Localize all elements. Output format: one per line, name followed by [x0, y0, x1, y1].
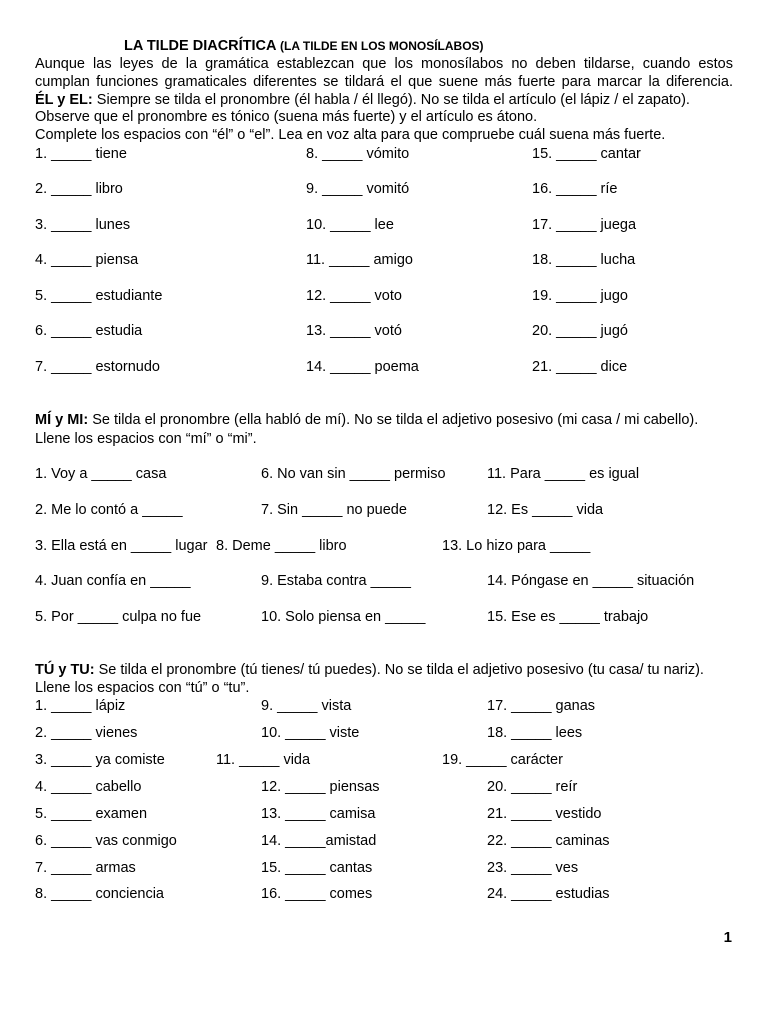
mi-item: 7. Sin _____ no puede [261, 502, 407, 518]
title-main: LA TILDE DIACRÍTICA [124, 38, 276, 54]
mi-item: 1. Voy a _____ casa [35, 466, 167, 482]
tu-item: 7. _____ armas [35, 860, 136, 876]
el-item: 15. _____ cantar [532, 146, 641, 162]
el-item: 6. _____ estudia [35, 323, 143, 339]
mi-item: 13. Lo hizo para _____ [442, 538, 591, 554]
el-item: 12. _____ voto [306, 288, 402, 304]
tu-item: 13. _____ camisa [261, 806, 376, 822]
mi-item: 10. Solo piensa en _____ [261, 609, 426, 625]
tu-item: 11. _____ vida [216, 752, 311, 768]
el-item: 10. _____ lee [306, 217, 394, 233]
tu-item: 22. _____ caminas [487, 833, 610, 849]
el-item: 7. _____ estornudo [35, 359, 160, 375]
mi-item: 11. Para _____ es igual [487, 466, 640, 482]
tu-item: 20. _____ reír [487, 779, 578, 795]
section1-rule [35, 91, 733, 109]
el-item: 21. _____ dice [532, 359, 628, 375]
tu-item: 19. _____ carácter [442, 752, 563, 768]
tu-item: 18. _____ lees [487, 725, 583, 741]
tu-item: 3. _____ ya comiste [35, 752, 165, 768]
el-item: 8. _____ vómito [306, 146, 410, 162]
page-title [124, 38, 484, 54]
mi-item: 4. Juan confía en _____ [35, 573, 191, 589]
mi-item: 2. Me lo contó a _____ [35, 502, 183, 518]
section1-line3: Complete los espacios con “él” o “el”. Lea en voz alta para que compruebe cuál suena más fuerte. [35, 127, 666, 143]
intro-line-1: Aunque las leyes de la gramática establezcan que los monosílabos no deben tildarse, cuando estos [35, 56, 733, 72]
tu-item: 2. _____ vienes [35, 725, 138, 741]
title-subtitle: (LA TILDE EN LOS MONOSÍLABOS) [280, 39, 484, 53]
tu-item: 17. _____ ganas [487, 698, 596, 714]
tu-item: 10. _____ viste [261, 725, 360, 741]
tu-item: 21. _____ vestido [487, 806, 602, 822]
el-item: 17. _____ juega [532, 217, 637, 233]
el-item: 4. _____ piensa [35, 252, 139, 268]
section3-rule [35, 661, 733, 679]
section1-line2: Observe que el pronombre es tónico (suena más fuerte) y el artículo es átono. [35, 109, 538, 125]
el-item: 16. _____ ríe [532, 181, 618, 197]
tu-item: 8. _____ conciencia [35, 886, 164, 902]
mi-item: 5. Por _____ culpa no fue [35, 609, 202, 625]
section2-label: MÍ y MI: [35, 412, 89, 428]
el-item: 5. _____ estudiante [35, 288, 163, 304]
el-item: 1. _____ tiene [35, 146, 127, 162]
tu-item: 5. _____ examen [35, 806, 148, 822]
tu-item: 23. _____ ves [487, 860, 579, 876]
section2-rule [35, 411, 733, 429]
el-item: 19. _____ jugo [532, 288, 628, 304]
mi-item: 14. Póngase en _____ situación [487, 573, 695, 589]
tu-item: 9. _____ vista [261, 698, 352, 714]
section1-label: ÉL y EL: [35, 92, 93, 108]
mi-item: 3. Ella está en _____ lugar [35, 538, 208, 554]
tu-item: 12. _____ piensas [261, 779, 380, 795]
tu-item: 16. _____ comes [261, 886, 373, 902]
mi-item: 8. Deme _____ libro [216, 538, 347, 554]
section2-text: Se tilda el pronombre (ella habló de mí). No se tilda el adjetivo posesivo (mi casa / mi cabello). [88, 412, 699, 428]
tu-item: 1. _____ lápiz [35, 698, 126, 714]
el-item: 2. _____ libro [35, 181, 123, 197]
el-item: 3. _____ lunes [35, 217, 131, 233]
tu-item: 24. _____ estudias [487, 886, 610, 902]
mi-item: 12. Es _____ vida [487, 502, 604, 518]
intro-line-2: cumplan funciones gramaticales diferentes se tildará el que suene más fuerte para marcar la diferencia. [35, 74, 733, 90]
mi-item: 9. Estaba contra _____ [261, 573, 411, 589]
el-item: 13. _____ votó [306, 323, 402, 339]
el-item: 20. _____ jugó [532, 323, 628, 339]
tu-item: 15. _____ cantas [261, 860, 373, 876]
el-item: 18. _____ lucha [532, 252, 636, 268]
el-item: 14. _____ poema [306, 359, 419, 375]
section3-label: TÚ y TU: [35, 662, 95, 678]
el-item: 11. _____ amigo [306, 252, 413, 268]
section3-line2: Llene los espacios con “tú” o “tu”. [35, 680, 250, 696]
mi-item: 6. No van sin _____ permiso [261, 466, 446, 482]
section3-text: Se tilda el pronombre (tú tienes/ tú puedes). No se tilda el adjetivo posesivo (tu casa/ tu nariz). [94, 662, 704, 678]
tu-item: 4. _____ cabello [35, 779, 142, 795]
mi-item: 15. Ese es _____ trabajo [487, 609, 649, 625]
el-item: 9. _____ vomitó [306, 181, 410, 197]
page-number: 1 [723, 929, 732, 946]
section1-text: Siempre se tilda el pronombre (él habla / él llegó). No se tilda el artículo (el lápiz / el zapato). [92, 92, 690, 108]
section2-line2: Llene los espacios con “mí” o “mi”. [35, 431, 257, 447]
tu-item: 14. _____amistad [261, 833, 377, 849]
tu-item: 6. _____ vas conmigo [35, 833, 177, 849]
